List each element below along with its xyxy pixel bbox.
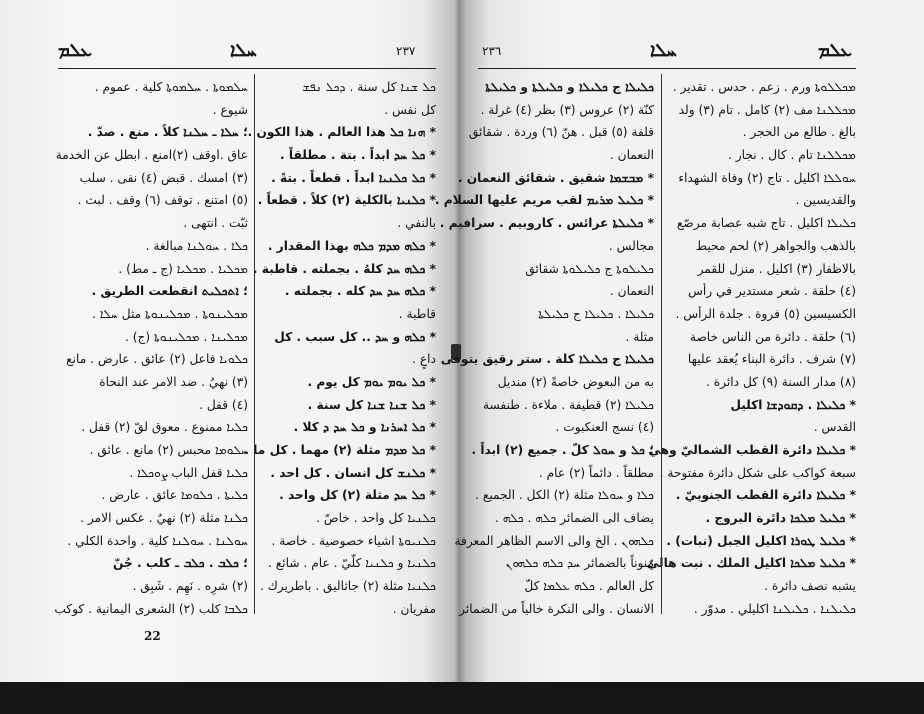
right-inner-line: ܟܠܗܘܢ . الخ والى الاسم الظاهر المعرفة	[454, 533, 654, 548]
right-outer-line: بالغ . طالع من الحجر .	[742, 125, 856, 140]
right-inner-line: منوناً بالضمائر ܚܕ ܟܠܗ ܟܠܗܘܢ	[505, 556, 654, 571]
right-outer-line: * ܟܠܝܠ ܡܠܟܐ اكليل الملك . نبت هاليٌ	[646, 556, 856, 571]
right-inner-line: كل العالم . ܟܠܗ ܥܠܡܐ كلّ	[524, 579, 654, 594]
left-column-divider	[254, 74, 255, 614]
right-page	[434, 0, 856, 682]
left-inner-line: قاطبة .	[398, 306, 436, 321]
right-inner-line: ܟܠܝܠܐ (٢) قطيفة . ملاءة . طنفسة	[483, 397, 654, 412]
left-page-number: ٢٣٧	[396, 44, 416, 58]
right-inner-line: النعمان .	[609, 148, 654, 163]
right-inner-line: الانسان . والى النكرة خالياً من الضمائر	[459, 601, 654, 616]
right-outer-line: (٤) حلقة . شعر مستدير في رأس	[688, 284, 856, 299]
left-outer-line: ܚܘܠܢܐ . ܚܘܠܢܐ كلية . واحدة الكلي .	[67, 533, 248, 548]
left-inner-line: داعٍ .	[412, 352, 436, 367]
left-outer-line: ܟܠܒܐ كلب (٢) الشعرى اليمانية . كوكب	[54, 601, 248, 616]
left-outer-line: ܟܠܢܐ مثلة (٢) نهيٌ . عكس الامر .	[80, 511, 248, 526]
left-outer-line: (٢) شرِه . نَهِم . شَبِق .	[132, 579, 248, 594]
left-inner-line: ܟܠ ܫܢܐ كل سنة . ܕܟܠ ܢܦܫ	[301, 80, 436, 94]
left-outer-line: ܚܠܘܡܐ محبس (٢) مانع . عائق .	[89, 443, 248, 457]
right-page-header	[478, 40, 856, 66]
right-outer-line: والقديسين .	[795, 193, 856, 208]
right-outer-line: القدس .	[813, 420, 856, 435]
right-inner-line: ܟܠܝܠܐ ج ܟܠܝܠܐ كلة . ستر رقيق يتوقى	[440, 352, 654, 367]
right-inner-line: يضاف الى الضمائر ܟܠܗ . ܟܠܗ .	[494, 511, 654, 526]
left-outer-line: ثبّت . انتهى .	[183, 216, 248, 231]
left-outer-line: ܚܠܡܘܬܐ . ܚܠܡܘܬܐ كلية . عموم .	[94, 80, 248, 94]
left-running-head-center: ܚܠܐ	[230, 40, 257, 61]
right-outer-line: بالذهب والجواهر (٢) لحم محيط	[695, 238, 856, 253]
left-outer-line: شيوع .	[212, 102, 248, 117]
left-outer-line: ؛ ܚܠܐ ـ ܚܠܢܐ كلاً . منع . صدّ .	[87, 125, 248, 140]
right-page-number: ٢٣٦	[482, 44, 502, 58]
left-inner-line: بالنفي .	[397, 216, 436, 231]
scan-bottom-edge	[0, 682, 924, 714]
left-outer-line: ܟܠܝܬܐ . ܟܠܘܡܐ عائق . عارض .	[101, 488, 248, 503]
right-inner-line: مثلة .	[625, 329, 654, 344]
right-inner-line: مجالس .	[608, 238, 654, 253]
left-page-header	[58, 40, 436, 66]
left-page-inner-column	[244, 76, 436, 624]
left-outer-line: ؛ ܟܠܒ . ܟܠܒ ـ كلب . جُنّ	[112, 556, 248, 571]
right-header-rule	[478, 68, 856, 69]
right-inner-line: ܟܠܝܠܐ ج ܟܠܝܠܐ و ܟܠܝܠܬܐ و ܟܠܝܠܬܐ	[485, 80, 654, 94]
right-inner-line: ܟܠܐ و ܚܘܠܐ مثلة (٢) الكل . الجميع .	[475, 488, 654, 503]
left-inner-line: * ܟܠ ܡܕܡ مثلة (٢) مهما . كل ما .	[244, 443, 436, 457]
left-outer-line: ܟܠܘܝܐ فاعل (٢) عائق . عارض . مانع	[66, 352, 248, 367]
right-outer-line: (٨) مدار السنة (٩) كل دائرة .	[706, 374, 856, 389]
left-inner-line: * ܟܠܢܝܐ بالكلية (٢) كلاً . قطعاً .	[257, 193, 436, 208]
left-inner-line: * ܟܠ ܚܕ ابداً . بتة . مطلقاً .	[280, 148, 436, 163]
right-running-head-right: ܥܠܡ	[818, 40, 853, 61]
right-inner-line: كنّة (٢) عروس (٣) بظر (٤) غرلة .	[480, 102, 654, 117]
left-outer-line: ܟܠܝܐ ممنوع . معوق لقّ (٢) قفل .	[81, 420, 248, 435]
right-inner-line: * ܡܒܫܡܐ شقيق . شقائق النعمان .	[457, 170, 654, 185]
left-header-rule	[58, 68, 436, 69]
folio-number: 22	[144, 629, 161, 643]
left-inner-line: * ܟܠ ܝܘܡ ܝܘܡ كل يوم .	[307, 374, 436, 389]
right-inner-line: * ܟܠܝܠܬܐ عرائس . كاروبيم . سرافيم .	[439, 216, 654, 231]
left-inner-line: * ܟܠ ܟܠܢܝܐ ابداً . قطعاً . بتةً .	[271, 170, 436, 185]
left-outer-line: ܟܠܐ . ܚܘܠܢܐ مبالغة .	[145, 238, 248, 253]
left-inner-line: * ܗܢܐ ܟܠ هذا العالم . هذا الكون .	[247, 125, 436, 140]
right-page-outer-column	[646, 76, 856, 624]
right-running-head-center: ܚܠܐ	[650, 40, 677, 61]
right-column-divider	[661, 74, 662, 614]
right-inner-line: قلفة (٥) قبل . هنّ (٦) وردة . شقائق	[468, 125, 654, 140]
left-inner-line: * ܟܠܗ ܡܕܡ ܟܠܗ بهذا المقدار .	[267, 238, 436, 253]
right-outer-line: (٦) حلقة . دائرة من الناس خاصة	[689, 329, 856, 344]
left-inner-line: كل نفس .	[384, 102, 436, 117]
right-inner-line: (٤) نسج العنكبوت .	[555, 420, 654, 435]
right-outer-line: ܡܟܠܠܢܐ مف (٢) كامل . تام (٣) ولد	[678, 102, 856, 117]
left-outer-line: عاق .اوقف (٢)امنع . ابطل عن الخدمة	[55, 148, 248, 163]
left-outer-line: ܡܟܠܝܢܐ . ܡܟܠܝܢܘܬܐ (ج) .	[125, 329, 248, 344]
right-outer-line: يشبه نصف دائرة .	[764, 579, 856, 594]
right-page-inner-column	[434, 76, 654, 624]
left-inner-line: ܟܠܢܝܐ مثلة (٢) جاثاليق . باطريرك .	[260, 579, 436, 594]
right-outer-line: الكسيسين (٥) فروة . جلدة الرأس .	[675, 306, 856, 321]
left-inner-line: * ܟܠ ܐܚܪܢܐ و ܟܠ ܚܕ ܕ كلا .	[293, 420, 436, 435]
right-inner-line: ܟܠܝܠܘܬܐ ج ܟܠܝܠܘܬܐ شقائق	[525, 261, 654, 276]
right-outer-line: * ܟܠܝܠ ܡܠܟܐ دائرة البروج .	[705, 511, 856, 526]
right-outer-line: * ܟܠܝܠ ܛܘܪܐ اكليل الجبل (نبات) .	[666, 533, 856, 548]
left-outer-line: ܟܠܝܐ قفل الباب ܨܘܟܠܐ .	[129, 465, 248, 480]
right-outer-line: ܟܠܝܠܢܐ . ܟܠܝܠܢܐ اكليلي . مدوّر .	[693, 601, 856, 616]
left-running-head-left: ܥܠܡ	[58, 40, 93, 61]
left-inner-line: * ܟܠ ܚܕ مثلة (٢) كل واحد .	[279, 488, 436, 503]
right-outer-line: بالاظفار (٣) اكليل . منزل للقمر	[697, 261, 856, 276]
left-inner-line: مفريان .	[392, 601, 436, 616]
left-inner-line: ܟܠܢܝܐ و ܟܠܢܝܐ كلّيّ . عام . شائع .	[268, 556, 436, 571]
left-outer-line: ؛ ܐܬܟܠܝܬ انقطعت الطريق .	[91, 284, 248, 299]
right-inner-line: ؛ ܟܠ و ܚܘܠ كلّ . جميع (٢) ابداً .	[471, 443, 654, 457]
left-outer-line: (٤) قفل .	[199, 397, 248, 412]
left-outer-line: (٣) نهيٌ . ضد الامر عند النحاة	[99, 374, 248, 389]
left-outer-line: ܡܟܠܝܐ . ܡܟܠܝܐ (ج ـ مط) .	[118, 261, 248, 276]
right-outer-line: (٧) شرف . دائرة البناء يُعقد عليها	[687, 352, 856, 367]
left-inner-line: * ܟܠ ܫܢܐ ܫܢܐ كل سنة .	[307, 397, 436, 412]
left-outer-line: (٣) امسك . قبض (٤) نفى . سلب	[79, 170, 248, 185]
right-outer-line: ܟܠܝܠܐ اكليل . تاج شبه عصابة مرصّع	[676, 216, 856, 231]
left-page-outer-column	[54, 76, 248, 624]
left-inner-line: * ܟܠܢܫ كل انسان . كل احد .	[270, 465, 436, 480]
left-inner-line: ܟܠܢܝܘܬܐ اشياء خصوصية . خاصة .	[271, 533, 436, 548]
right-inner-line: به من البعوض خاصةً (٢) منديل	[497, 374, 654, 389]
left-outer-line: (٥) امتنع . توقف (٦) وقف . لبث .	[77, 193, 248, 208]
left-outer-line: ܡܟܠܝܢܘܬܐ . ܡܟܠܝܢܘܬܐ مثل ܚܠܐ .	[92, 306, 248, 321]
right-inner-line: مطلقاً . دائماً (٢) عام .	[538, 465, 654, 480]
right-outer-line: * ܟܠܝܠܐ دائرة القطب الشماليّ وهي	[648, 443, 856, 457]
right-outer-line: ܡܟܠܠܘܬܐ ورم . زعم . حدس . تقدير .	[672, 80, 856, 94]
left-inner-line: * ܟܠܗ و ܚܕ .. كل سبب . كل	[274, 329, 436, 344]
right-outer-line: سبعة كواكب على شكل دائرة مفتوحة .	[659, 465, 856, 480]
left-page	[54, 0, 436, 682]
right-outer-line: * ܟܠܝܠܐ . ܕܩܘܕܫܐ اكليل	[730, 397, 856, 412]
left-inner-line: * ܟܠܗ ܚܕ ܚܕ كله . بجملته .	[284, 284, 436, 299]
right-inner-line: ܟܠܝܠܐ . ܟܠܝܠܐ ج ܟܠܝܠܬܐ	[538, 306, 654, 321]
right-inner-line: النعمان .	[609, 284, 654, 299]
right-outer-line: ܚܘܠܠܐ اكليل . تاج (٢) وفاة الشهداء	[678, 170, 856, 185]
right-outer-line: ܡܟܠܠܢܐ تام . كال . نجار .	[728, 148, 856, 163]
left-inner-line: ܟܠܢܝܐ كل واحد . خاصّ .	[316, 511, 436, 526]
right-outer-line: * ܟܠܝܠܐ دائرة القطب الجنوبيّ .	[675, 488, 856, 503]
left-inner-line: * ܟܠܗ ܚܕ كلهُ . بجملته . قاطبة .	[252, 261, 436, 276]
right-inner-line: * ܟܠܝܠ ܡܪܝܡ لقب مريم عليها السلام .	[434, 193, 654, 208]
